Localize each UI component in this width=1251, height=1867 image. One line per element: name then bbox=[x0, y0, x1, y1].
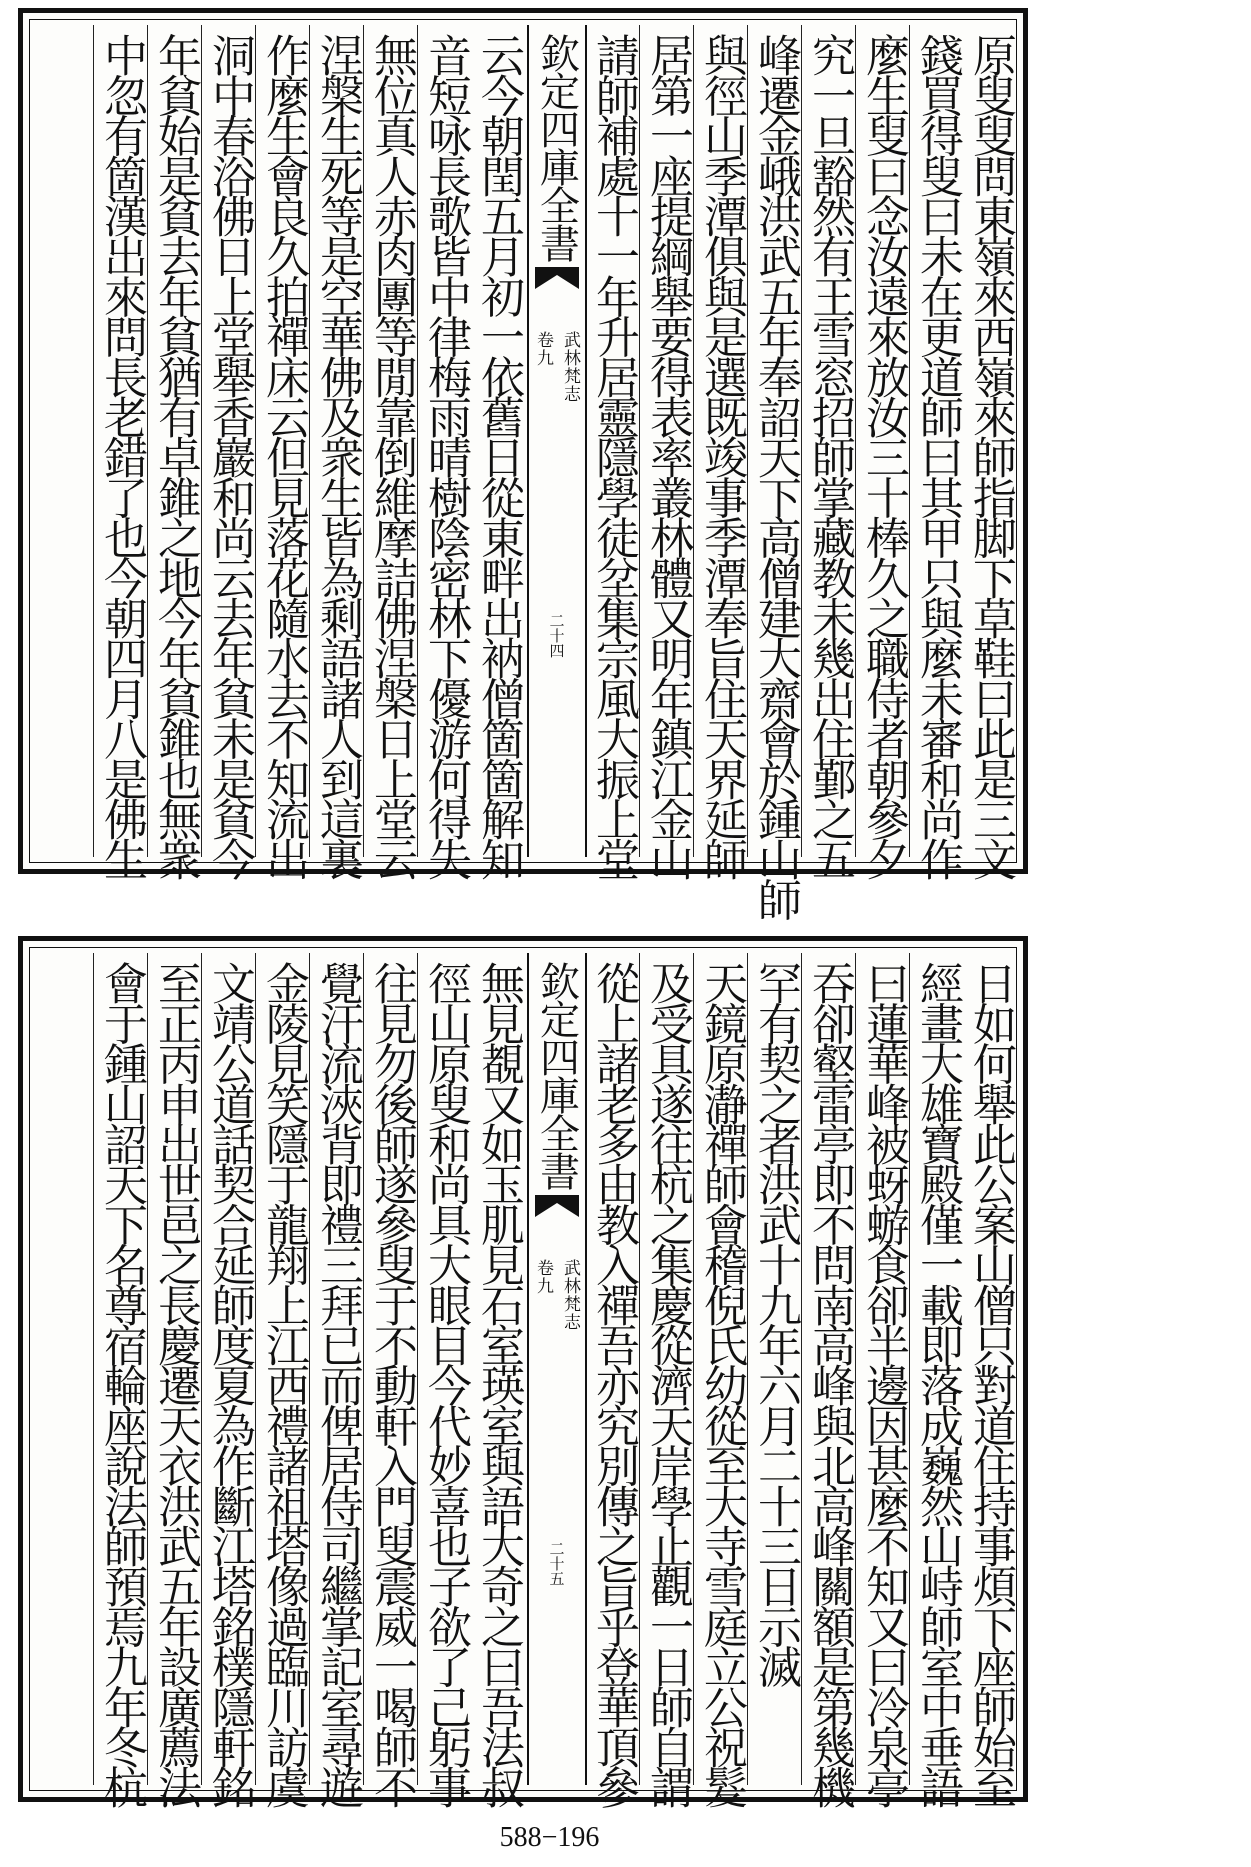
center-column bbox=[527, 25, 587, 857]
footer-page-reference bbox=[0, 1822, 1251, 1854]
book-name: 武林梵志 bbox=[560, 1259, 580, 1331]
text-column: 無位真人赤肉團等閒靠倒維摩詰佛涅槃日上堂云 bbox=[363, 25, 418, 857]
text-column: 居第一座提綱舉要得表率叢林體又明年鎮江金山 bbox=[639, 25, 694, 857]
fishtail-mark-icon bbox=[535, 267, 579, 295]
text-column: 日如何舉此公案山僧只對道住持事煩下座師始至 bbox=[965, 961, 1016, 1806]
book-name: 武林梵志 bbox=[560, 331, 580, 403]
text-column: 原叟叟問東嶺來西嶺來師指脚下草鞋曰此是三文 bbox=[965, 33, 1016, 878]
volume-number: 卷九 bbox=[533, 1259, 553, 1295]
text-column: 請師補處十一年升居靈隱學徒坌集宗風大振上堂 bbox=[585, 25, 640, 857]
page-number: 二十五 bbox=[547, 1541, 566, 1586]
center-column bbox=[527, 953, 587, 1785]
text-column: 徑山原叟和尚具大眼目今代妙喜也子欲了己躬事 bbox=[417, 953, 472, 1785]
text-column: 錢買得叟曰未在更道師曰其甲只與麼未審和尚作 bbox=[909, 25, 964, 857]
text-column: 究一旦豁然有王雪窓招師掌藏教未幾出住鄞之五 bbox=[801, 25, 856, 857]
text-column: 覺汗流浹背即禮三拜已而俾居侍司繼掌記室尋遊 bbox=[309, 953, 364, 1785]
text-column: 音短咏長歌皆中律梅雨晴樹陰密林下優游何得失 bbox=[417, 25, 472, 857]
text-column: 與徑山季潭俱與是選既竣事季潭奉旨住天界延師 bbox=[693, 25, 748, 857]
fishtail-mark-icon bbox=[535, 1195, 579, 1223]
top-page bbox=[18, 8, 1028, 918]
text-column: 年貧始是貧去年貧猶有卓錐之地今年貧錐也無衆 bbox=[147, 25, 202, 857]
chapter-info bbox=[531, 1259, 583, 1331]
book-title: 欽定四庫全書 bbox=[533, 33, 580, 261]
text-column: 往見勿後師遂參叟于不動軒入門叟震威一喝師不 bbox=[363, 953, 418, 1785]
book-title: 欽定四庫全書 bbox=[533, 961, 580, 1189]
text-column: 會于鍾山詔天下名尊宿輪座說法師預焉九年冬杭 bbox=[93, 953, 148, 1785]
text-column: 從上諸老多由教入禪吾亦究別傳之旨乎登華頂參 bbox=[585, 953, 640, 1785]
text-column: 云今朝閏五月初一依舊日從東畔出衲僧箇箇解知 bbox=[473, 33, 524, 878]
chapter-info bbox=[531, 331, 583, 403]
text-column: 罕有契之者洪武十九年六月二十三日示滅 bbox=[747, 953, 802, 1785]
text-column: 吞卻壑雷亭即不問南高峰與北高峰關額是第幾機 bbox=[801, 953, 856, 1785]
text-column: 金陵見笑隱于龍翔上江西禮諸祖塔像過臨川訪虞 bbox=[255, 953, 310, 1785]
text-column: 無見覩又如玉肌見石室瑛室與語大奇之曰吾法叔 bbox=[473, 961, 524, 1806]
text-column: 天鏡原瀞禪師會稽倪氏幼從至大寺雪庭立公祝髮 bbox=[693, 953, 748, 1785]
text-column: 文靖公道話契合延師度夏為作斷江塔銘樸隱軒銘 bbox=[201, 953, 256, 1785]
text-column: 及受具遂往杭之集慶從濟天岸學止觀一日師自謂 bbox=[639, 953, 694, 1785]
text-column: 中忽有箇漢出來問長老錯了也今朝四月八是佛生 bbox=[93, 25, 148, 857]
text-column: 作麼生會良久拍禪床云但見落花隨水去不知流出 bbox=[255, 25, 310, 857]
footer-text: 588−196 bbox=[499, 1822, 600, 1853]
bottom-page bbox=[18, 936, 1028, 1806]
text-column: 峰遷金峨洪武五年奉詔天下高僧建大齋會於鍾山師 bbox=[747, 25, 802, 857]
text-column: 至正丙申出世邑之長慶遷天衣洪武五年設廣薦法 bbox=[147, 953, 202, 1785]
text-column: 洞中春浴佛日上堂舉香巖和尚云去年貧未是貧今 bbox=[201, 25, 256, 857]
text-column: 經畫大雄寶殿僅一載即落成巍然山峙師室中垂語 bbox=[909, 953, 964, 1785]
text-column: 曰蓮華峰被蚜蝣食卻半邊因甚麼不知又曰冷泉亭 bbox=[855, 953, 910, 1785]
text-column: 涅槃生死等是空華佛及衆生皆為剩語諸人到這裏 bbox=[309, 25, 364, 857]
text-column: 麼生叟曰念汝遠來放汝三十棒久之職侍者朝參夕 bbox=[855, 25, 910, 857]
volume-number: 卷九 bbox=[533, 331, 553, 367]
page-number: 二十四 bbox=[547, 613, 566, 658]
